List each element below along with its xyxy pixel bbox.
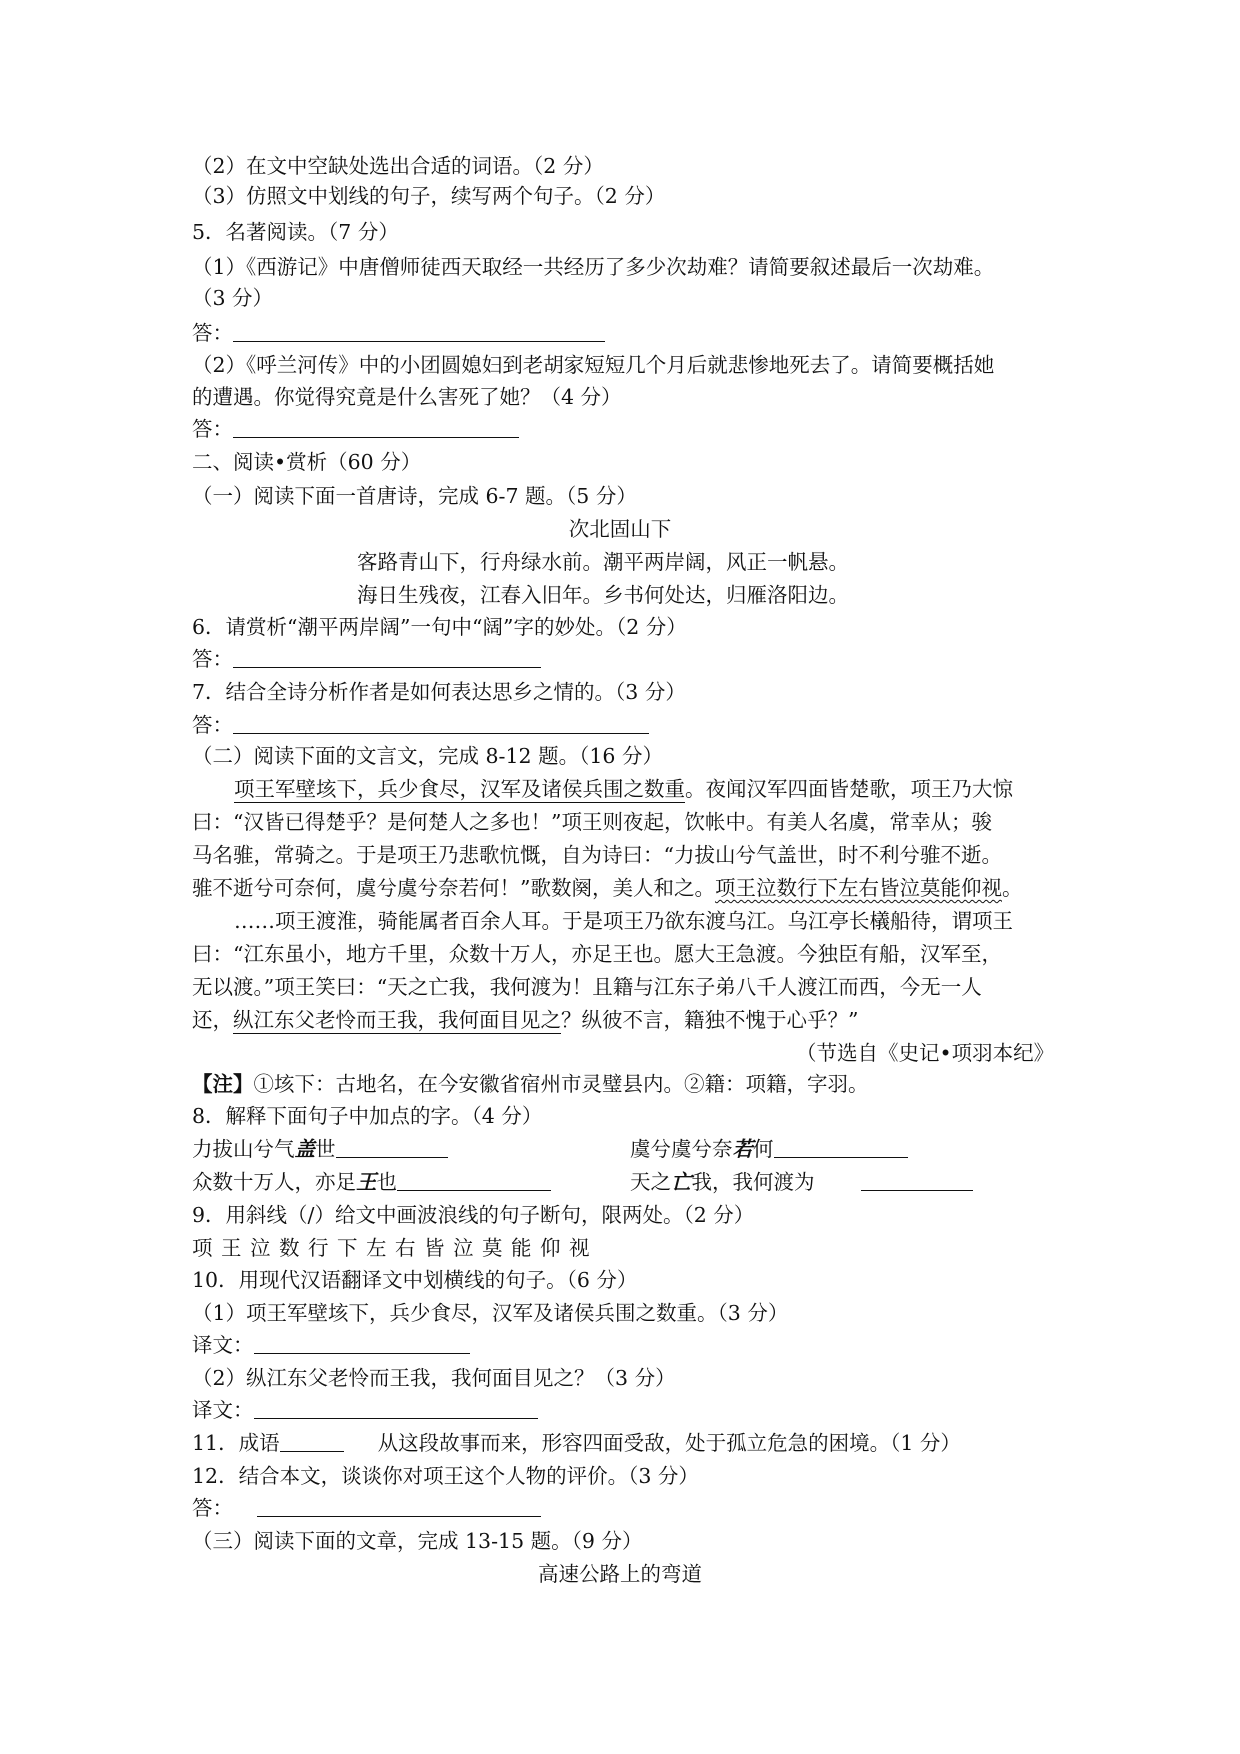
answer-label: 答：	[192, 713, 233, 737]
answer-blank[interactable]	[861, 1168, 973, 1191]
question-10-2: （2）纵江东父老怜而王我，我何面目见之？（3 分）	[192, 1366, 676, 1390]
passage-line-4	[192, 873, 1022, 903]
poem-title: 次北固山下	[568, 517, 672, 541]
answer-label: 答：	[192, 321, 233, 345]
dotted-char: 王	[356, 1170, 377, 1194]
article-title: 高速公路上的弯道	[538, 1562, 702, 1586]
q8b-text: 何	[753, 1137, 774, 1161]
dotted-char: 若	[732, 1137, 753, 1161]
question-4-3: （3）仿照文中划线的句子，续写两个句子。（2 分）	[192, 184, 666, 208]
translation-line-1	[192, 1330, 470, 1360]
answer-blank[interactable]	[257, 1494, 541, 1517]
answer-blank[interactable]	[233, 319, 605, 342]
translation-blank[interactable]	[254, 1331, 470, 1354]
answer-blank[interactable]	[397, 1168, 551, 1191]
passage-line-8	[192, 1005, 858, 1035]
question-9-sentence: 项王泣数行下左右皆泣莫能仰视	[192, 1236, 598, 1260]
answer-blank[interactable]	[336, 1135, 448, 1158]
question-5-1: （1）《西游记》中唐僧师徒西天取经一共经历了多少次劫难？请简要叙述最后一次劫难。	[192, 255, 995, 279]
answer-blank[interactable]	[233, 711, 649, 734]
note-body: ①垓下：古地名，在今安徽省宿州市灵璧县内。②籍：项籍，字羽。	[253, 1072, 869, 1096]
q11-text: 从这段故事而来，形容四面受敌，处于孤立危急的困境。（1 分）	[377, 1431, 961, 1455]
question-8d	[630, 1167, 973, 1197]
q8c-text: 也	[376, 1170, 397, 1194]
passage-text: 骓不逝兮可奈何，虞兮虞兮奈若何！”歌数阕，美人和之。	[192, 876, 715, 900]
section-2-heading: 二、阅读•赏析（60 分）	[192, 450, 422, 474]
q8a-text: 力拔山兮气	[192, 1137, 295, 1161]
passage-line-7: 无以渡。”项王笑曰：“天之亡我，我何渡为！且籍与江东子弟八千人渡江而西，今无一人	[192, 975, 982, 999]
answer-line-7	[192, 710, 649, 740]
poem-line-1: 客路青山下，行舟绿水前。潮平两岸阔，风正一帆悬。	[357, 550, 849, 574]
idiom-blank[interactable]	[280, 1429, 344, 1452]
q8a-text: 世	[315, 1137, 336, 1161]
question-8: 8．解释下面句子中加点的字。（4 分）	[192, 1104, 543, 1128]
question-8a	[192, 1134, 448, 1164]
question-10-1: （1）项王军壁垓下，兵少食尽，汉军及诸侯兵围之数重。（3 分）	[192, 1301, 789, 1325]
question-4-2: （2）在文中空缺处选出合适的词语。（2 分）	[192, 154, 604, 178]
subsection-1-heading: （一）阅读下面一首唐诗，完成 6-7 题。（5 分）	[192, 484, 637, 508]
question-12: 12．结合本文，谈谈你对项王这个人物的评价。（3 分）	[192, 1464, 699, 1488]
question-11	[192, 1428, 961, 1458]
poem-line-2: 海日生残夜，江春入旧年。乡书何处达，归雁洛阳边。	[357, 583, 849, 607]
passage-source: （节选自《史记•项羽本纪》	[796, 1041, 1055, 1065]
passage-text: 。夜闻汉军四面皆楚歌，项王乃大惊	[685, 777, 1013, 801]
question-7: 7．结合全诗分析作者是如何表达思乡之情的。（3 分）	[192, 680, 686, 704]
question-8c	[192, 1167, 551, 1197]
passage-text: 。	[1001, 876, 1023, 900]
subsection-3-heading: （三）阅读下面的文章，完成 13-15 题。（9 分）	[192, 1529, 643, 1553]
answer-line-5-2	[192, 414, 519, 444]
answer-label: 答：	[192, 417, 233, 441]
translation-label: 译文：	[192, 1398, 254, 1422]
answer-blank[interactable]	[233, 415, 519, 438]
answer-line-12	[192, 1493, 541, 1523]
question-6: 6．请赏析“潮平两岸阔”一句中“阔”字的妙处。（2 分）	[192, 615, 687, 639]
answer-label: 答：	[192, 647, 233, 671]
subsection-2-heading: （二）阅读下面的文言文，完成 8-12 题。（16 分）	[192, 744, 663, 768]
answer-line-6	[192, 644, 541, 674]
question-5: 5．名著阅读。（7 分）	[192, 220, 399, 244]
translation-line-2	[192, 1395, 538, 1425]
question-5-2-line2: 的遭遇。你觉得究竟是什么害死了她？（4 分）	[192, 385, 622, 409]
question-10: 10．用现代汉语翻译文中划横线的句子。（6 分）	[192, 1268, 638, 1292]
underlined-sentence-2: 纵江东父老怜而王我，我何面目见之	[233, 1008, 561, 1032]
question-9: 9．用斜线（/）给文中画波浪线的句子断句，限两处。（2 分）	[192, 1203, 755, 1227]
answer-blank[interactable]	[774, 1135, 908, 1158]
question-5-2-line1: （2）《呼兰河传》中的小团圆媳妇到老胡家短短几个月后就悲惨地死去了。请简要概括她	[192, 353, 995, 377]
wavy-sentence: 项王泣数行下左右皆泣莫能仰视	[714, 876, 1002, 900]
dotted-char: 亡	[671, 1170, 692, 1194]
passage-line-6: 曰：“江东虽小，地方千里，众数十万人，亦足王也。愿大王急渡。今独臣有船，汉军至，	[192, 942, 1002, 966]
passage-line-1	[234, 774, 1013, 804]
q8d-text: 我，我何渡为	[691, 1170, 815, 1194]
q8d-text: 天之	[630, 1170, 671, 1194]
question-5-1-score: （3 分）	[192, 286, 274, 310]
passage-line-5: ……项王渡淮，骑能属者百余人耳。于是项王乃欲东渡乌江。乌江亭长檥船待，谓项王	[234, 909, 1013, 933]
note-head: 【注】	[192, 1072, 254, 1096]
q11-text: 11．成语	[192, 1431, 280, 1455]
passage-text: 还，	[192, 1008, 233, 1032]
question-8b	[630, 1134, 908, 1164]
passage-note	[192, 1069, 869, 1099]
answer-blank[interactable]	[233, 645, 541, 668]
passage-line-3: 马名骓，常骑之。于是项王乃悲歌忼慨，自为诗曰：“力拔山兮气盖世，时不利兮骓不逝。	[192, 843, 1002, 867]
answer-line-5-1	[192, 318, 605, 348]
q8b-text: 虞兮虞兮奈	[630, 1137, 733, 1161]
passage-text: ？纵彼不言，籍独不愧于心乎？”	[561, 1008, 859, 1032]
answer-label: 答：	[192, 1496, 233, 1520]
q8c-text: 众数十万人，亦足	[192, 1170, 356, 1194]
dotted-char: 盖	[294, 1137, 315, 1161]
underlined-sentence-1: 项王军壁垓下，兵少食尽，汉军及诸侯兵围之数重	[234, 777, 685, 801]
translation-label: 译文：	[192, 1333, 254, 1357]
passage-line-2: 曰：“汉皆已得楚乎？是何楚人之多也！”项王则夜起，饮帐中。有美人名虞，常幸从；骏	[192, 810, 992, 834]
translation-blank[interactable]	[254, 1396, 538, 1419]
